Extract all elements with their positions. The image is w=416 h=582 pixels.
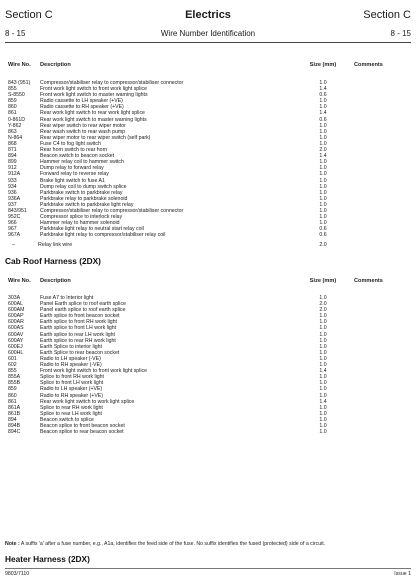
col-comments: Comments: [354, 278, 383, 284]
wire-number: 933: [8, 177, 17, 184]
wire-size: 1.0: [319, 392, 327, 399]
wire-description: Compressor splice to interlock relay: [40, 214, 123, 221]
wire-description: Rear work light switch to work light splice: [40, 398, 135, 405]
wire-description: Beacon splice to front beacon socket: [40, 422, 125, 429]
wire-number: 600HL: [8, 349, 24, 356]
table2-body: [0, 295, 416, 435]
col-wire-no: Wire No.: [8, 278, 31, 284]
wire-size: 1.0: [319, 325, 327, 332]
wire-description: Earth Splice to interior light: [40, 343, 102, 350]
wire-size: 0.6: [319, 116, 327, 123]
page-subtitle: Wire Number Identification: [160, 29, 256, 38]
col-description: Description: [40, 278, 71, 284]
wire-size: 1.0: [319, 207, 327, 214]
wire-description: Radio to RH speaker (+VE): [40, 392, 103, 399]
wire-size: 1.0: [319, 313, 327, 320]
wire-size: 2.0: [319, 307, 327, 314]
footer-divider: [5, 568, 411, 569]
wire-description: Panel Earth splice to roof earth splice: [40, 301, 126, 308]
wire-description: Parkbrake switch to parkbrake relay: [40, 189, 123, 196]
wire-size: 1.0: [319, 331, 327, 338]
wire-number: 859: [8, 386, 17, 393]
wire-number: 600EJ: [8, 343, 23, 350]
wire-size: 1.0: [319, 80, 327, 86]
fuse-note: [5, 541, 411, 548]
wire-description: Radio to LH speaker (+VE): [40, 386, 103, 393]
page-number-right: 8 - 15: [390, 29, 411, 38]
wire-size: 1.0: [319, 380, 327, 387]
wire-size: 1.0: [319, 416, 327, 423]
page-subheader: [5, 29, 411, 41]
wire-description: Earth Splice to rear beacon socket: [40, 349, 120, 356]
col-size: Size (mm): [309, 278, 337, 284]
wire-description: Hammer relay coil to hammer switch: [40, 159, 124, 166]
table1-header: [0, 62, 416, 72]
wire-number: 600AP: [8, 313, 24, 320]
wire-description: Radio cassette to RH speaker (+VE): [40, 104, 124, 111]
wire-number: 600AL: [8, 301, 24, 308]
wire-description: Parkbrake light relay to neutral start relay coil: [40, 226, 144, 233]
wire-size: 1.0: [319, 422, 327, 429]
wire-number: 894C: [8, 429, 21, 436]
wire-size: 0.6: [319, 232, 327, 239]
wire-number: 912A: [8, 171, 21, 178]
wire-number: 600AV: [8, 331, 24, 338]
wire-size: 1.4: [319, 110, 327, 117]
page-number-left: 8 - 15: [5, 29, 26, 38]
section-label-left: Section C: [5, 9, 53, 21]
section-label-right: Section C: [363, 9, 411, 21]
wire-description: Beacon switch to splice: [40, 416, 94, 423]
wire-number: 601: [8, 355, 17, 362]
wire-size: 1.0: [319, 165, 327, 172]
wire-description: Radio to RH speaker (-VE): [40, 362, 102, 369]
wire-number: S-8550: [8, 92, 25, 99]
wire-description: Dump relay to forward relay: [40, 165, 104, 172]
table2-header: [0, 278, 416, 288]
document-number: 9803/7110: [5, 571, 30, 577]
wire-size: 1.0: [319, 171, 327, 178]
wire-size: 1.0: [319, 362, 327, 369]
wire-size: 1.0: [319, 404, 327, 411]
wire-description: Front work light switch to master warning lights: [40, 92, 148, 99]
wire-size: 1.0: [319, 386, 327, 393]
wire-number: 936: [8, 189, 17, 196]
wire-description: Rear wiper switch to rear wiper motor: [40, 122, 126, 129]
wire-description: Brake light switch to fuse A1: [40, 177, 105, 184]
wire-size: 2.0: [319, 147, 327, 154]
wire-number: 952C: [8, 214, 21, 221]
wire-size: 0.6: [319, 226, 327, 233]
wire-number: 855A: [8, 374, 21, 381]
wire-size: 1.0: [319, 337, 327, 344]
wire-size: 1.0: [319, 98, 327, 105]
col-comments: Comments: [354, 62, 383, 68]
wire-description: Earth splice to rear RH work light: [40, 337, 116, 344]
wire-size: 1.0: [319, 177, 327, 184]
wire-size: 1.0: [319, 201, 327, 208]
section-title-heater: Heater Harness (2DX): [5, 554, 90, 564]
wire-size: 1.4: [319, 153, 327, 160]
page-title: Electrics: [185, 9, 231, 21]
wire-size: 1.0: [319, 122, 327, 129]
wire-size: 1.0: [319, 374, 327, 381]
wire-number: 855: [8, 368, 17, 375]
wire-size: 1.0: [319, 104, 327, 111]
wire-number: 600AY: [8, 337, 24, 344]
wire-number: 871: [8, 147, 17, 154]
wire-number: 967: [8, 226, 17, 233]
wire-size: 1.0: [319, 410, 327, 417]
relay-link-description: Relay link wire: [38, 242, 73, 248]
col-size: Size (mm): [309, 62, 337, 68]
wire-description: Splice to front LH work light: [40, 380, 104, 387]
wire-description: Earth splice to front beacon socket: [40, 313, 120, 320]
wire-number: 894: [8, 153, 17, 160]
wire-number: 855B: [8, 380, 21, 387]
wire-number: 936A: [8, 195, 21, 202]
wire-number: 860: [8, 392, 17, 399]
page-header: [5, 9, 411, 23]
wire-number: 894: [8, 416, 17, 423]
wire-description: Beacon switch to beacon socket: [40, 153, 115, 160]
wire-description: Splice to rear LH work light: [40, 410, 102, 417]
wire-description: Earth splice to rear LH work light: [40, 331, 115, 338]
wire-size: 0.6: [319, 92, 327, 99]
wire-number: 600AR: [8, 319, 24, 326]
wire-number: 912: [8, 165, 17, 172]
wire-number: 894B: [8, 422, 21, 429]
wire-size: 1.0: [319, 189, 327, 196]
table-row: [0, 429, 416, 435]
wire-size: 1.0: [319, 355, 327, 362]
relay-link-size: 2.0: [319, 242, 327, 248]
wire-number: 966: [8, 220, 17, 227]
wire-description: Dump relay coil to dump switch splice: [40, 183, 127, 190]
wire-size: 1.0: [319, 159, 327, 166]
wire-number: 861A: [8, 404, 21, 411]
wire-size: 1.0: [319, 429, 327, 436]
wire-description: Parkbrake relay to parkbrake solenoid: [40, 195, 128, 202]
wire-description: Splice to front RH work light: [40, 374, 105, 381]
wire-number: 899: [8, 159, 17, 166]
wire-size: 1.0: [319, 134, 327, 141]
wire-number: Y-862: [8, 122, 22, 129]
wire-description: Rear wiper motor to rear wiper switch (self park): [40, 134, 151, 141]
wire-description: Beacon splice to rear beacon socket: [40, 429, 124, 436]
wire-description: Hammer relay to hammer solenoid: [40, 220, 120, 227]
note-label: Note :: [5, 541, 20, 547]
relay-link-dash: –: [12, 242, 15, 248]
wire-description: Parkbrake light relay to compressor/stabiliser relay coil: [40, 232, 166, 239]
wire-number: 967A: [8, 232, 21, 239]
wire-number: 934: [8, 183, 17, 190]
wire-size: 1.0: [319, 183, 327, 190]
wire-description: Compressor/stabiliser relay to compressor/stabiliser connector: [40, 80, 184, 86]
wire-number: 937: [8, 201, 17, 208]
wire-description: Rear horn switch to rear horn: [40, 147, 108, 154]
wire-size: 1.0: [319, 128, 327, 135]
wire-description: Forward relay to reverse relay: [40, 171, 109, 178]
wire-size: 1.0: [319, 140, 327, 147]
header-divider: [5, 42, 411, 43]
wire-number: 868: [8, 140, 17, 147]
wire-size: 1.0: [319, 343, 327, 350]
wire-description: Earth splice to front LH work light: [40, 325, 117, 332]
wire-description: Front work light switch to front work light splice: [40, 368, 147, 375]
wire-size: 1.0: [319, 349, 327, 356]
wire-size: 1.0: [319, 195, 327, 202]
wire-description: Radio to LH speaker (-VE): [40, 355, 101, 362]
table1-body: [0, 80, 416, 238]
wire-size: 1.0: [319, 295, 327, 301]
wire-number: 861: [8, 398, 17, 405]
wire-number: N-864: [8, 134, 23, 141]
wire-number: 843/951: [8, 207, 27, 214]
wire-description: Rear work light switch to rear work light splice: [40, 110, 145, 117]
wire-number: 843 (951): [8, 80, 31, 86]
wire-size: 2.0: [319, 301, 327, 308]
wire-number: 860: [8, 104, 17, 111]
wire-description: Splice to rear RH work light: [40, 404, 103, 411]
col-wire-no: Wire No.: [8, 62, 31, 68]
wire-description: Rear wash switch to rear wash pump: [40, 128, 126, 135]
wire-size: 1.4: [319, 86, 327, 93]
wire-size: 1.0: [319, 319, 327, 326]
note-text: A suffix 'a' after a fuse number, e.g., A1a, identifies the feed side of the fuse. No suffix identifies the fused (protected) side of a circuit.: [19, 541, 326, 547]
wire-number: 863: [8, 128, 17, 135]
wire-description: Fuse C4 to fog light switch: [40, 140, 101, 147]
relay-link-row: [0, 242, 416, 250]
wire-number: 600AS: [8, 325, 24, 332]
wire-description: Compressor/stabiliser relay to compressor/stabiliser connector: [40, 207, 184, 214]
table-row: [0, 232, 416, 238]
wire-description: Radio cassette to LH speaker (+VE): [40, 98, 123, 105]
wire-number: 602: [8, 362, 17, 369]
wire-size: 1.4: [319, 368, 327, 375]
wire-number: 600AM: [8, 307, 25, 314]
wire-number: 859: [8, 98, 17, 105]
wire-description: Earth splice to front RH work light: [40, 319, 117, 326]
wire-description: Fuse A7 to Interior light: [40, 295, 94, 301]
wire-number: 861B: [8, 410, 21, 417]
wire-number: 0-861D: [8, 116, 26, 123]
col-description: Description: [40, 62, 71, 68]
wire-description: Rear work light switch to master warning lights: [40, 116, 147, 123]
wire-size: 1.0: [319, 220, 327, 227]
wire-number: 303A: [8, 295, 21, 301]
wire-description: Parkbrake switch to parkbrake light relay: [40, 201, 134, 208]
section-title-cab-roof: Cab Roof Harness (2DX): [5, 256, 101, 266]
wire-size: 1.0: [319, 214, 327, 221]
wire-size: 1.4: [319, 398, 327, 405]
wire-description: Panel earth splice to roof earth splice: [40, 307, 126, 314]
wire-number: 861: [8, 110, 17, 117]
wire-number: 855: [8, 86, 17, 93]
wire-description: Front work light switch to front work light splice: [40, 86, 147, 93]
issue-label: Issue 1: [394, 571, 411, 577]
